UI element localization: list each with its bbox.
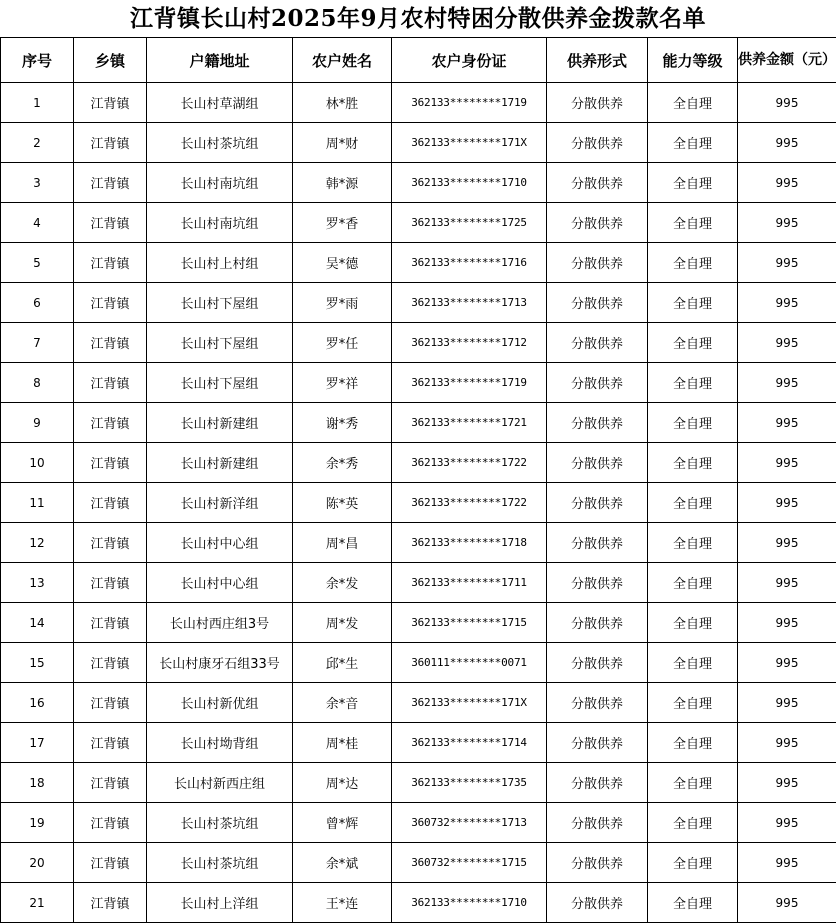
cell-id-number: 362133********1715 xyxy=(392,603,547,643)
cell-amount: 995 xyxy=(738,643,836,683)
cell-address: 长山村上村组 xyxy=(147,243,293,283)
cell-name: 吴*德 xyxy=(293,243,392,283)
cell-amount: 995 xyxy=(738,403,836,443)
col-header-index: 序号 xyxy=(1,38,74,83)
cell-index: 9 xyxy=(1,403,74,443)
table-row xyxy=(1,843,836,883)
cell-amount: 995 xyxy=(738,123,836,163)
cell-name: 余*音 xyxy=(293,683,392,723)
cell-name: 余*秀 xyxy=(293,443,392,483)
cell-address: 长山村新洋组 xyxy=(147,483,293,523)
cell-ability-level: 全自理 xyxy=(648,483,738,523)
cell-address: 长山村下屋组 xyxy=(147,363,293,403)
cell-support-type: 分散供养 xyxy=(547,243,648,283)
table-row xyxy=(1,643,836,683)
cell-township: 江背镇 xyxy=(74,283,147,323)
cell-township: 江背镇 xyxy=(74,123,147,163)
cell-ability-level: 全自理 xyxy=(648,403,738,443)
cell-support-type: 分散供养 xyxy=(547,163,648,203)
cell-address: 长山村上洋组 xyxy=(147,883,293,923)
col-header-id-number: 农户身份证 xyxy=(392,38,547,83)
cell-amount: 995 xyxy=(738,163,836,203)
cell-index: 5 xyxy=(1,243,74,283)
cell-support-type: 分散供养 xyxy=(547,563,648,603)
cell-name: 余*斌 xyxy=(293,843,392,883)
cell-ability-level: 全自理 xyxy=(648,563,738,603)
cell-township: 江背镇 xyxy=(74,363,147,403)
cell-index: 12 xyxy=(1,523,74,563)
cell-township: 江背镇 xyxy=(74,843,147,883)
cell-support-type: 分散供养 xyxy=(547,523,648,563)
cell-id-number: 362133********1718 xyxy=(392,523,547,563)
cell-township: 江背镇 xyxy=(74,443,147,483)
cell-amount: 995 xyxy=(738,603,836,643)
cell-name: 曾*辉 xyxy=(293,803,392,843)
cell-support-type: 分散供养 xyxy=(547,123,648,163)
cell-address: 长山村茶坑组 xyxy=(147,843,293,883)
cell-amount: 995 xyxy=(738,723,836,763)
col-header-amount: 供养金额（元） xyxy=(738,38,836,83)
cell-address: 长山村下屋组 xyxy=(147,323,293,363)
cell-id-number: 362133********171X xyxy=(392,123,547,163)
cell-support-type: 分散供养 xyxy=(547,683,648,723)
cell-name: 周*财 xyxy=(293,123,392,163)
cell-amount: 995 xyxy=(738,243,836,283)
cell-support-type: 分散供养 xyxy=(547,403,648,443)
table-row xyxy=(1,443,836,483)
col-header-address: 户籍地址 xyxy=(147,38,293,83)
cell-name: 罗*雨 xyxy=(293,283,392,323)
cell-amount: 995 xyxy=(738,203,836,243)
cell-id-number: 362133********1722 xyxy=(392,483,547,523)
cell-index: 19 xyxy=(1,803,74,843)
cell-name: 谢*秀 xyxy=(293,403,392,443)
cell-id-number: 362133********1719 xyxy=(392,363,547,403)
cell-township: 江背镇 xyxy=(74,483,147,523)
cell-id-number: 362133********1719 xyxy=(392,83,547,123)
table-row xyxy=(1,563,836,603)
cell-id-number: 362133********1714 xyxy=(392,723,547,763)
cell-township: 江背镇 xyxy=(74,803,147,843)
cell-ability-level: 全自理 xyxy=(648,603,738,643)
header-row xyxy=(1,38,836,83)
table-row xyxy=(1,763,836,803)
cell-id-number: 362133********1710 xyxy=(392,883,547,923)
cell-address: 长山村南坑组 xyxy=(147,163,293,203)
cell-amount: 995 xyxy=(738,323,836,363)
table-row xyxy=(1,683,836,723)
cell-amount: 995 xyxy=(738,523,836,563)
cell-address: 长山村新建组 xyxy=(147,403,293,443)
cell-support-type: 分散供养 xyxy=(547,723,648,763)
cell-township: 江背镇 xyxy=(74,883,147,923)
cell-amount: 995 xyxy=(738,443,836,483)
cell-address: 长山村中心组 xyxy=(147,523,293,563)
cell-ability-level: 全自理 xyxy=(648,363,738,403)
cell-name: 罗*香 xyxy=(293,203,392,243)
cell-index: 6 xyxy=(1,283,74,323)
cell-ability-level: 全自理 xyxy=(648,883,738,923)
cell-name: 周*发 xyxy=(293,603,392,643)
cell-index: 11 xyxy=(1,483,74,523)
cell-township: 江背镇 xyxy=(74,323,147,363)
table-row xyxy=(1,603,836,643)
cell-support-type: 分散供养 xyxy=(547,443,648,483)
col-header-support-type: 供养形式 xyxy=(547,38,648,83)
cell-township: 江背镇 xyxy=(74,683,147,723)
cell-township: 江背镇 xyxy=(74,83,147,123)
cell-id-number: 360111********0071 xyxy=(392,643,547,683)
cell-township: 江背镇 xyxy=(74,523,147,563)
cell-index: 1 xyxy=(1,83,74,123)
cell-amount: 995 xyxy=(738,483,836,523)
cell-name: 罗*任 xyxy=(293,323,392,363)
cell-name: 王*连 xyxy=(293,883,392,923)
cell-support-type: 分散供养 xyxy=(547,883,648,923)
cell-ability-level: 全自理 xyxy=(648,803,738,843)
cell-amount: 995 xyxy=(738,763,836,803)
cell-name: 罗*祥 xyxy=(293,363,392,403)
table-row xyxy=(1,723,836,763)
cell-ability-level: 全自理 xyxy=(648,243,738,283)
cell-amount: 995 xyxy=(738,803,836,843)
col-header-ability-level: 能力等级 xyxy=(648,38,738,83)
cell-township: 江背镇 xyxy=(74,763,147,803)
table-row xyxy=(1,523,836,563)
col-header-township: 乡镇 xyxy=(74,38,147,83)
allowance-table xyxy=(0,37,836,923)
cell-support-type: 分散供养 xyxy=(547,763,648,803)
document-title: 江背镇长山村2025年9月农村特困分散供养金拨款名单 xyxy=(0,0,836,37)
cell-id-number: 362133********1716 xyxy=(392,243,547,283)
cell-amount: 995 xyxy=(738,843,836,883)
cell-amount: 995 xyxy=(738,363,836,403)
cell-ability-level: 全自理 xyxy=(648,283,738,323)
cell-ability-level: 全自理 xyxy=(648,203,738,243)
cell-address: 长山村新建组 xyxy=(147,443,293,483)
cell-address: 长山村茶坑组 xyxy=(147,123,293,163)
cell-ability-level: 全自理 xyxy=(648,443,738,483)
cell-address: 长山村草湖组 xyxy=(147,83,293,123)
cell-id-number: 362133********1722 xyxy=(392,443,547,483)
cell-township: 江背镇 xyxy=(74,163,147,203)
cell-name: 林*胜 xyxy=(293,83,392,123)
cell-id-number: 362133********1712 xyxy=(392,323,547,363)
cell-id-number: 362133********1713 xyxy=(392,283,547,323)
cell-index: 15 xyxy=(1,643,74,683)
cell-support-type: 分散供养 xyxy=(547,803,648,843)
cell-index: 21 xyxy=(1,883,74,923)
cell-ability-level: 全自理 xyxy=(648,323,738,363)
cell-name: 余*发 xyxy=(293,563,392,603)
cell-township: 江背镇 xyxy=(74,203,147,243)
cell-ability-level: 全自理 xyxy=(648,643,738,683)
cell-amount: 995 xyxy=(738,83,836,123)
cell-support-type: 分散供养 xyxy=(547,603,648,643)
table-row xyxy=(1,803,836,843)
cell-name: 韩*源 xyxy=(293,163,392,203)
cell-amount: 995 xyxy=(738,683,836,723)
cell-ability-level: 全自理 xyxy=(648,723,738,763)
table-row xyxy=(1,83,836,123)
cell-township: 江背镇 xyxy=(74,563,147,603)
cell-ability-level: 全自理 xyxy=(648,683,738,723)
cell-support-type: 分散供养 xyxy=(547,483,648,523)
cell-address: 长山村中心组 xyxy=(147,563,293,603)
cell-name: 周*桂 xyxy=(293,723,392,763)
table-row xyxy=(1,243,836,283)
cell-support-type: 分散供养 xyxy=(547,843,648,883)
table-row xyxy=(1,363,836,403)
cell-amount: 995 xyxy=(738,563,836,603)
cell-township: 江背镇 xyxy=(74,243,147,283)
cell-index: 2 xyxy=(1,123,74,163)
cell-support-type: 分散供养 xyxy=(547,83,648,123)
cell-ability-level: 全自理 xyxy=(648,83,738,123)
cell-ability-level: 全自理 xyxy=(648,763,738,803)
table-row xyxy=(1,123,836,163)
cell-township: 江背镇 xyxy=(74,723,147,763)
cell-address: 长山村坳背组 xyxy=(147,723,293,763)
cell-support-type: 分散供养 xyxy=(547,323,648,363)
cell-name: 周*达 xyxy=(293,763,392,803)
cell-address: 长山村康牙石组33号 xyxy=(147,643,293,683)
cell-township: 江背镇 xyxy=(74,403,147,443)
cell-index: 18 xyxy=(1,763,74,803)
cell-id-number: 360732********1713 xyxy=(392,803,547,843)
cell-index: 17 xyxy=(1,723,74,763)
cell-address: 长山村南坑组 xyxy=(147,203,293,243)
cell-index: 14 xyxy=(1,603,74,643)
cell-address: 长山村下屋组 xyxy=(147,283,293,323)
cell-id-number: 360732********1715 xyxy=(392,843,547,883)
cell-id-number: 362133********1710 xyxy=(392,163,547,203)
cell-id-number: 362133********1735 xyxy=(392,763,547,803)
cell-name: 陈*英 xyxy=(293,483,392,523)
cell-index: 3 xyxy=(1,163,74,203)
cell-id-number: 362133********171X xyxy=(392,683,547,723)
cell-name: 周*昌 xyxy=(293,523,392,563)
cell-address: 长山村新西庄组 xyxy=(147,763,293,803)
cell-support-type: 分散供养 xyxy=(547,643,648,683)
cell-township: 江背镇 xyxy=(74,603,147,643)
cell-amount: 995 xyxy=(738,283,836,323)
cell-id-number: 362133********1725 xyxy=(392,203,547,243)
cell-index: 13 xyxy=(1,563,74,603)
cell-support-type: 分散供养 xyxy=(547,283,648,323)
cell-township: 江背镇 xyxy=(74,643,147,683)
table-row xyxy=(1,163,836,203)
table-row xyxy=(1,403,836,443)
cell-index: 20 xyxy=(1,843,74,883)
cell-index: 8 xyxy=(1,363,74,403)
table-row xyxy=(1,883,836,923)
cell-id-number: 362133********1711 xyxy=(392,563,547,603)
cell-amount: 995 xyxy=(738,883,836,923)
cell-ability-level: 全自理 xyxy=(648,523,738,563)
table-row xyxy=(1,283,836,323)
cell-index: 4 xyxy=(1,203,74,243)
table-row xyxy=(1,483,836,523)
cell-ability-level: 全自理 xyxy=(648,163,738,203)
cell-address: 长山村西庄组3号 xyxy=(147,603,293,643)
cell-index: 16 xyxy=(1,683,74,723)
cell-support-type: 分散供养 xyxy=(547,363,648,403)
table-row xyxy=(1,323,836,363)
cell-ability-level: 全自理 xyxy=(648,123,738,163)
table-row xyxy=(1,203,836,243)
cell-id-number: 362133********1721 xyxy=(392,403,547,443)
cell-address: 长山村新优组 xyxy=(147,683,293,723)
cell-index: 7 xyxy=(1,323,74,363)
table-body xyxy=(1,83,836,923)
cell-name: 邱*生 xyxy=(293,643,392,683)
cell-support-type: 分散供养 xyxy=(547,203,648,243)
cell-ability-level: 全自理 xyxy=(648,843,738,883)
cell-address: 长山村茶坑组 xyxy=(147,803,293,843)
cell-index: 10 xyxy=(1,443,74,483)
col-header-name: 农户姓名 xyxy=(293,38,392,83)
